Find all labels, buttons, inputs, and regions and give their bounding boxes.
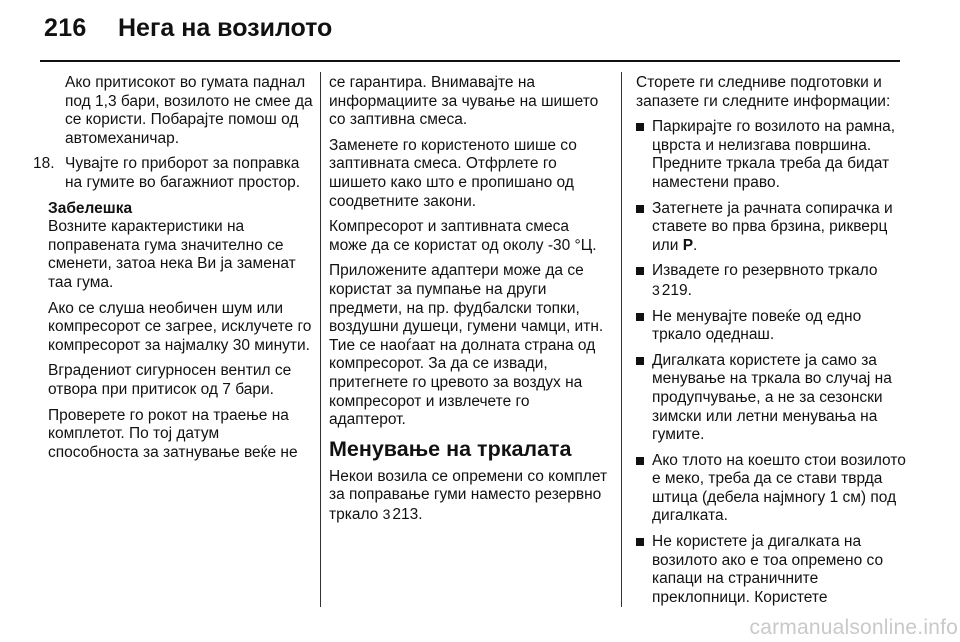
square-bullet-icon — [636, 313, 644, 321]
square-bullet-icon — [636, 357, 644, 365]
gear-position-p: P — [682, 236, 694, 254]
square-bullet-icon — [636, 123, 644, 131]
list-item-text: Не менувајте повеќе од едно тркало одеднаш. — [652, 307, 862, 344]
square-bullet-icon — [636, 205, 644, 213]
step-text: Чувајте го приборот за поправка на гумите во багажниот простор. — [65, 155, 301, 191]
column-divider-2 — [621, 72, 622, 607]
list-item-text: Дигалката користете ја само за менување на тркала во случај на продупчување, а не за сезонски зимски или летни менувања на гумите. — [652, 351, 892, 444]
note-heading: Забелешка — [48, 199, 133, 217]
paragraph-text: Некои возила се опремени со комплет за поправање гуми наместо резервно тркало — [329, 467, 608, 523]
list-item-tail: . — [693, 236, 698, 254]
page-number: 216 — [44, 14, 87, 42]
paragraph: Компресорот и заптивната смеса може да се користат од околу -30 °Ц. — [329, 218, 597, 254]
list-item-text: Извадете го резервното тркало — [652, 262, 878, 280]
list-item — [636, 308, 914, 345]
list-item-text: Не користете ја дигалката на возилото ако е тоа опремено со капаци на страничните преклопници. Користете — [652, 533, 884, 606]
watermark: carmanualsonline.info — [749, 616, 958, 639]
list-item — [636, 200, 914, 256]
note-text: Возните карактеристики на поправената гума значително се сменети, затоа нека Ви ја заменат таа гума. — [48, 218, 296, 291]
list-item-text: Паркирајте го возилото на рамна, цврста и нелизгава површина. Предните тркала треба да бидат наместени право. — [652, 118, 896, 191]
page-reference[interactable] — [383, 506, 423, 523]
paragraph — [329, 468, 609, 525]
list-item — [636, 533, 914, 607]
paragraph: Приложените адаптери може да се користат за пумпање на други предмети, на пр. фудбалски топки, воздушни душеци, гумени чамци, итн. Тие се наоѓаат на долната страна од компресорот. За да се извади, притегнете го цревото за воздух на компресорот и извлечете го адаптерот. — [329, 262, 604, 429]
paragraph: Проверете го рокот на траење на комплетот. По тој датум способноста за затнување веќе не — [48, 406, 298, 461]
list-item-text: Ако тлото на коешто стои возилото е меко, треба да се стави тврда штица (дебела најмногу 1 см) под дигалката. — [652, 451, 906, 525]
intro-paragraph: Сторете ги следниве подготовки и запазете ги следните информации: — [636, 74, 891, 110]
paragraph: се гарантира. Внимавајте на информациите за чување на шишето со заптивна смеса. — [329, 74, 599, 129]
page-reference[interactable] — [652, 282, 692, 299]
paragraph: Вградениот сигурносен вентил се отвора при притисок од 7 бари. — [48, 362, 292, 398]
list-item-text: Затегнете ја рачната сопирачка и ставете во прва брзина, рикверц или — [652, 199, 893, 254]
step-18 — [33, 155, 314, 192]
section-heading: Менување на тркалата — [329, 436, 572, 461]
page-ref-number: 219. — [661, 281, 692, 299]
page-ref-arrow-icon: 3 — [382, 505, 391, 522]
column-3 — [636, 74, 914, 614]
list-item — [636, 262, 914, 300]
bullet-list — [636, 118, 914, 607]
column-divider-1 — [320, 72, 321, 607]
square-bullet-icon — [636, 267, 644, 275]
page-ref-arrow-icon: 3 — [652, 281, 660, 298]
header-rule — [40, 60, 900, 62]
paragraph: Ако се слуша необичен шум или компресорот се загрее, исклучете го компресорот за најмалку 30 минути. — [48, 299, 312, 354]
square-bullet-icon — [636, 538, 644, 546]
column-2 — [329, 74, 609, 531]
square-bullet-icon — [636, 457, 644, 465]
page-header — [0, 0, 960, 62]
list-item — [636, 118, 914, 192]
paragraph: Заменете го користеното шише со заптивната смеса. Отфрлете го шишето како што е пропишано од соодветните закони. — [329, 136, 577, 210]
paragraph: Ако притисокот во гумата паднал под 1,3 бари, возилото не смее да се користи. Побарајте помош од автомеханичар. — [65, 74, 313, 147]
column-1 — [33, 74, 314, 469]
list-item — [636, 452, 914, 526]
step-number: 18. — [33, 155, 55, 173]
page-title: Нега на возилото — [118, 14, 333, 42]
list-item — [636, 352, 914, 445]
page-ref-number: 213. — [392, 505, 423, 523]
